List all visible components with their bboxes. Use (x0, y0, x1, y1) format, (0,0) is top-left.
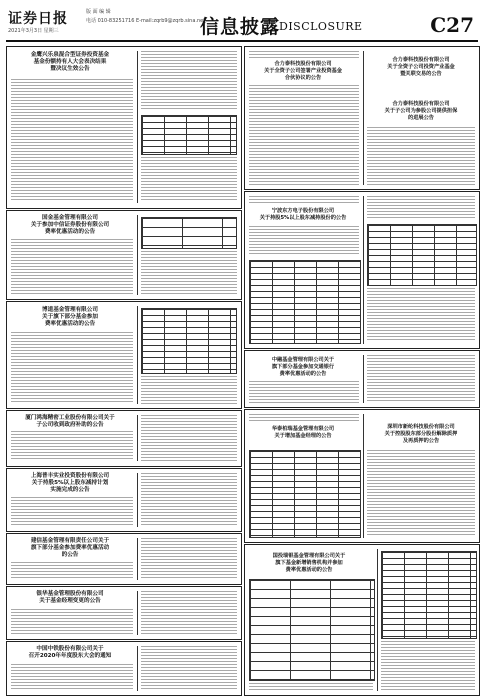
announcement-block (244, 409, 480, 543)
page-number: C27 (430, 13, 474, 37)
masthead (0, 0, 484, 44)
announcement-title: 博道基金管理有限公司 关于旗下部分基金参加 费率优惠活动的公告 (42, 307, 98, 327)
announcement-title: 华泰柏瑞基金管理有限公司 关于增加基金经理的公告 (271, 426, 335, 439)
announcement-title: 合力泰科技股份有限公司 关于全资子公司签署产业投资基金 合伙协议的公告 (264, 61, 342, 81)
announcement-block (6, 301, 242, 409)
announcement-title: 金鹰兴乐泉混合型证券投资基金 基金份额持有人大会表决结果 暨决议生效公告 (30, 52, 110, 72)
announcement-title: 国金基金管理有限公司 关于参加中信证券股份有限公司 费率优惠活动的公告 (30, 215, 110, 235)
announcement-title: 中融基金管理有限公司关于 旗下部分基金参加交通银行 费率优惠活动的公告 (271, 357, 335, 377)
announcement-title: 中国中铁股份有限公司关于 召开2020年年度股东大会的通知 (28, 646, 112, 659)
announcement-title: 厦门鸿海精密工业股份有限公司关于 子公司收到政府补助的公告 (25, 415, 115, 428)
announcement-block (6, 210, 242, 300)
announcement-block (6, 641, 242, 696)
announcement-title: 深圳市新纶科技股份有限公司 关于控股股东部分股份解除质押 及再质押的公告 (384, 424, 458, 444)
announcement-block (6, 46, 242, 209)
issue-date: 2021年3月3日 星期三 (8, 28, 59, 34)
contact-info: 电话 010-83251716 E-mail:zqrb9@zqrb.sina.net (86, 18, 206, 24)
announcement-title: 合力泰科技股份有限公司 关于子公司为参股公司提供担保 的进展公告 (384, 101, 458, 121)
masthead-rule (6, 40, 478, 42)
announcement-block (6, 468, 242, 532)
announcement-title: 宁波东方电子股份有限公司 关于持股5%以上股东减持股份的公告 (259, 208, 347, 221)
section-title: 信息披露 (200, 16, 281, 38)
announcement-block (244, 46, 480, 190)
announcement-title: 上海普丰实业投资股份有限公司 关于持股5%以上股东减持计划 实施完成的公告 (30, 473, 110, 493)
announcement-block (244, 544, 480, 696)
newspaper-logo: 证券日报 (8, 11, 68, 27)
announcement-block (6, 586, 242, 640)
announcement-block (6, 533, 242, 585)
announcement-title: 国投瑞银基金管理有限公司关于 旗下基金新增销售机构并参加 费率优惠活动的公告 (272, 553, 346, 573)
announcement-block (244, 191, 480, 349)
announcement-title: 建信基金管理有限责任公司关于 旗下部分基金参加费率优惠活动 的公告 (30, 538, 110, 558)
announcement-title: 合力泰科技股份有限公司 关于全资子公司投资产业基金 暨关联交易的公告 (387, 57, 455, 77)
edition-label: 版 面 编 辑 (86, 9, 111, 15)
announcement-title: 银华基金管理股份有限公司 关于基金经理变更的公告 (36, 591, 104, 604)
section-title-en: DISCLOSURE (279, 20, 363, 33)
announcement-block (244, 350, 480, 408)
announcement-block (6, 410, 242, 467)
